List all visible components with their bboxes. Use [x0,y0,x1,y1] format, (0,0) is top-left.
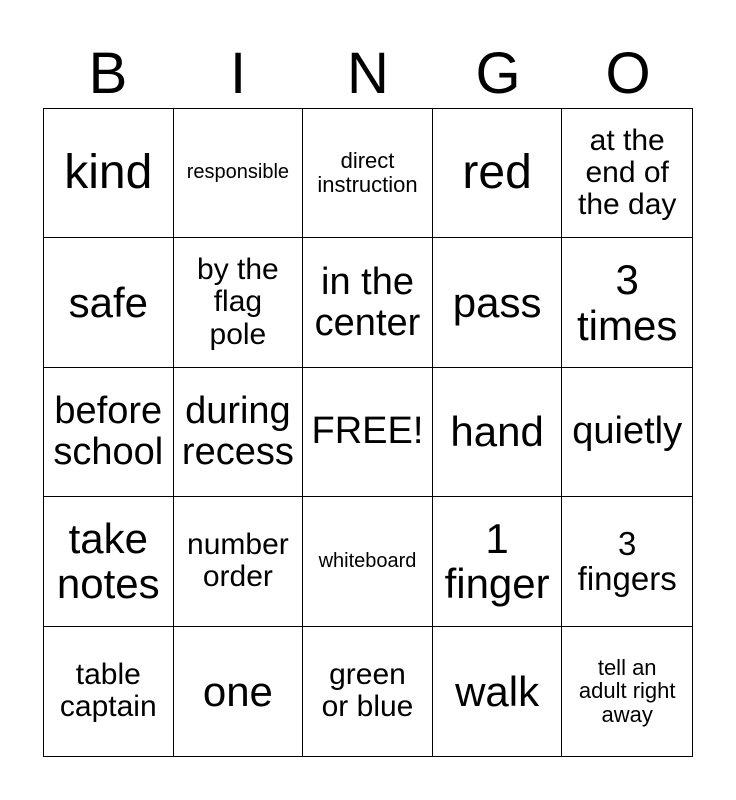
bingo-cell[interactable] [44,368,174,497]
bingo-board [43,108,693,757]
header-letter-b: B [88,41,128,106]
bingo-cell[interactable] [44,497,174,626]
bingo-cell[interactable] [44,238,174,367]
cell-text: at the end of the day [577,123,677,222]
bingo-cell free-space[interactable] [303,368,433,497]
cell-text: pass [452,278,542,326]
cell-text: number order [187,528,289,594]
bingo-cell[interactable] [562,109,692,238]
bingo-cell[interactable] [433,368,563,497]
bingo-cell[interactable] [433,109,563,238]
bingo-cell[interactable] [303,109,433,238]
bingo-cell[interactable] [562,627,692,756]
bingo-header [43,40,693,108]
cell-text: by the flag pole [197,253,279,351]
header-letter-n: N [347,41,389,106]
cell-text: table captain [59,657,157,724]
bingo-cell[interactable] [44,109,174,238]
bingo-cell[interactable] [562,497,692,626]
cell-text: 3 times [577,256,678,349]
cell-text: take notes [56,515,160,608]
cell-text: kind [64,146,153,200]
cell-text: 3 fingers [577,524,677,598]
bingo-cell[interactable] [174,627,304,756]
cell-text: hand [450,408,544,456]
cell-text: in the center [314,260,421,344]
bingo-cell[interactable] [174,109,304,238]
cell-text: safe [68,278,148,326]
bingo-cell[interactable] [303,627,433,756]
bingo-cell[interactable] [44,627,174,756]
cell-text: 1 finger [444,515,550,608]
cell-text: whiteboard [318,549,417,572]
bingo-cell[interactable] [433,497,563,626]
bingo-cell[interactable] [303,497,433,626]
bingo-cell[interactable] [174,238,304,367]
cell-text: green or blue [321,657,414,724]
cell-text: responsible [186,161,290,184]
cell-text: direct instruction [317,148,418,198]
bingo-cell[interactable] [174,368,304,497]
free-space-label: FREE! [311,410,424,453]
cell-text: one [202,667,273,715]
cell-text: quietly [572,410,683,453]
header-letter-i: I [229,41,247,106]
cell-text: before school [53,389,164,473]
cell-text: tell an adult right away [578,654,676,728]
header-letter-g: G [475,41,521,106]
cell-text: red [462,146,532,200]
bingo-cell[interactable] [433,238,563,367]
bingo-cell[interactable] [562,368,692,497]
cell-text: walk [455,667,540,715]
bingo-cell[interactable] [303,238,433,367]
bingo-cell[interactable] [562,238,692,367]
cell-text: during recess [181,389,294,473]
bingo-cell[interactable] [433,627,563,756]
bingo-cell[interactable] [174,497,304,626]
header-letter-o: O [605,41,651,106]
